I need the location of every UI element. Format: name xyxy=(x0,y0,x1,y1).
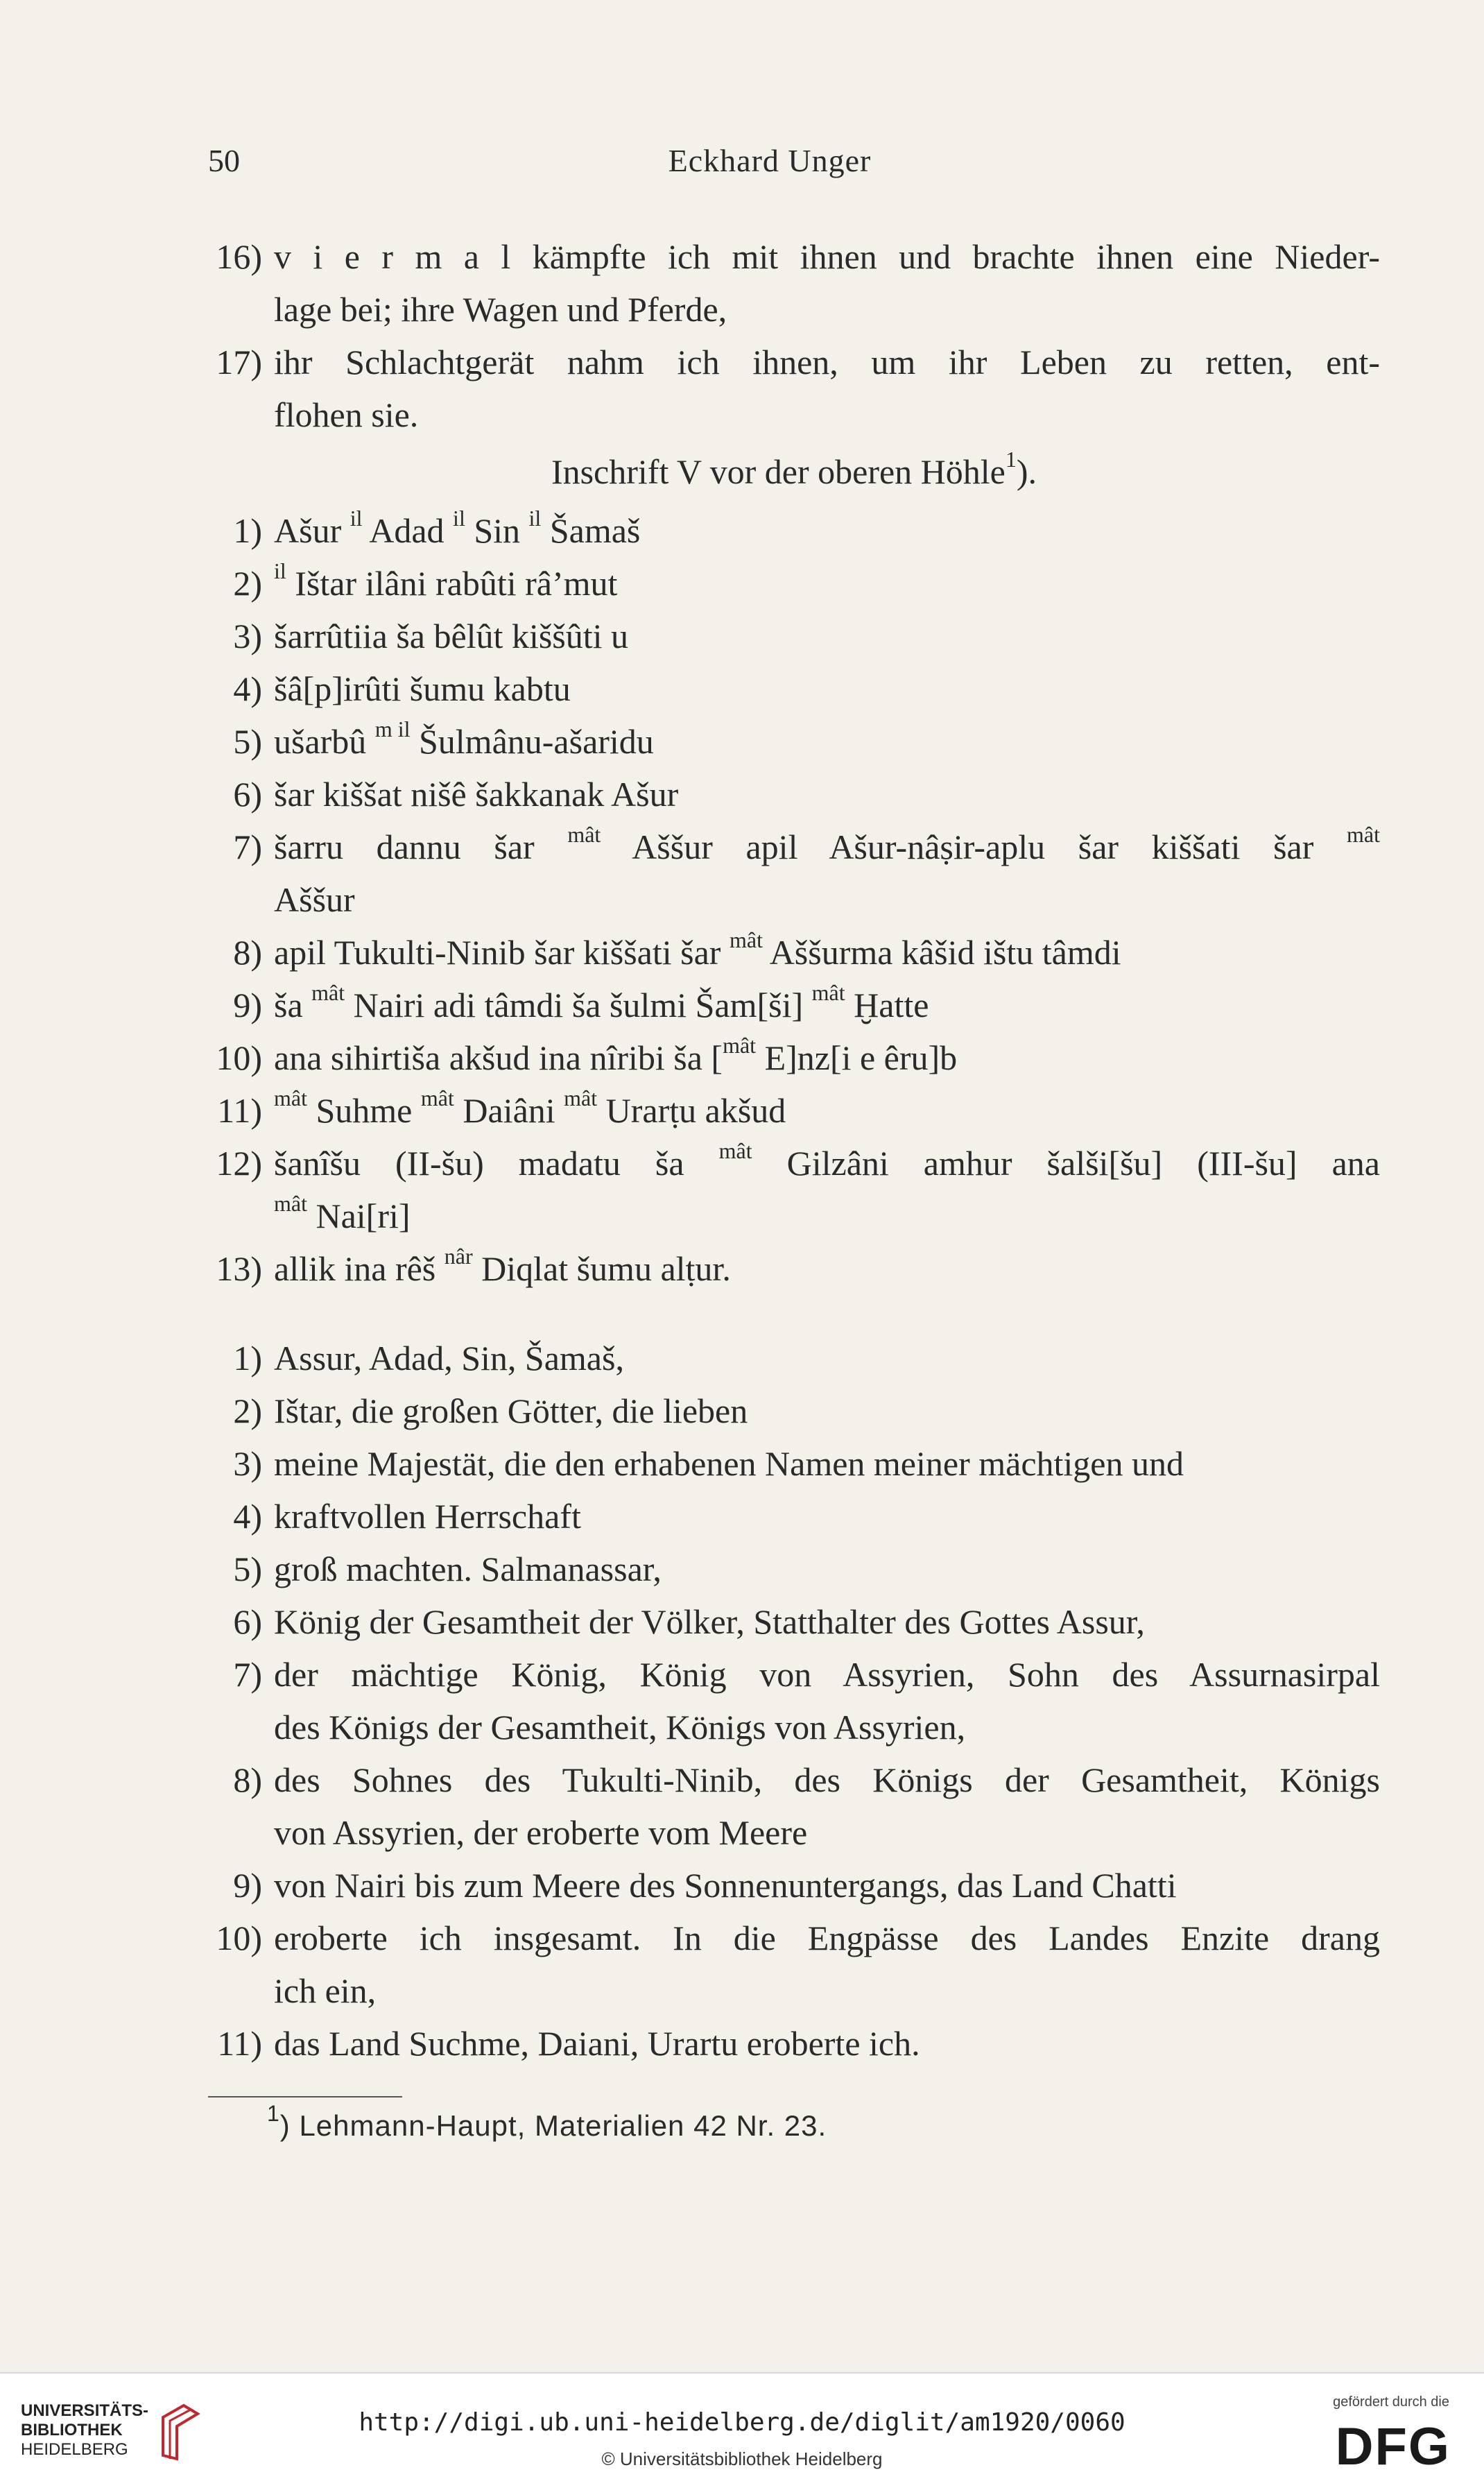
line-number: 5) xyxy=(233,722,262,761)
section-title-text: Inschrift V vor der oberen Höhle xyxy=(551,452,1006,491)
intro-lines xyxy=(208,230,1380,441)
line-number: 2) xyxy=(233,1391,262,1430)
footnote: $^1$) Lehmann-Haupt, Materialien 42 Nr. 23. xyxy=(267,2101,827,2142)
translation-line xyxy=(208,1859,1380,1912)
line-text: $^{mât}$ Nai[ri] xyxy=(274,1191,411,1235)
line-text: ušarbû $^{m il}$ Šulmânu-ašaridu xyxy=(274,717,654,761)
line-number: 12) xyxy=(216,1144,262,1183)
akkadian-transliteration xyxy=(208,504,1380,1295)
line-number: 9) xyxy=(233,1866,262,1905)
translation-line xyxy=(208,1595,1380,1648)
translation-line xyxy=(208,1912,1380,1964)
line-text: šâ[p]irûti šumu kabtu xyxy=(274,669,571,708)
translation-continuation-line xyxy=(208,1964,1380,2017)
intro-line xyxy=(208,230,1380,283)
akkadian-line xyxy=(208,557,1380,610)
line-number: 13) xyxy=(216,1249,262,1288)
line-text: ana sihirtiša akšud ina nîribi ša [$^{mât}$ E]nz[i e êru]b xyxy=(274,1033,958,1077)
akkadian-line xyxy=(208,1084,1380,1137)
line-number: 17) xyxy=(216,343,262,381)
translation-line xyxy=(208,1437,1380,1490)
translation-line xyxy=(208,1543,1380,1595)
line-number: 8) xyxy=(233,933,262,972)
dfg-logo: DFG xyxy=(1335,2417,1451,2476)
line-text: $^{mât}$ Suhme $^{mât}$ Daiâni $^{mât}$ Urarṭu akšud xyxy=(274,1086,786,1130)
line-text: König der Gesamtheit der Völker, Statthalter des Gottes Assur, xyxy=(274,1602,1145,1641)
line-number: 4) xyxy=(233,1497,262,1536)
akkadian-continuation-line xyxy=(208,873,1380,926)
line-number: 16) xyxy=(216,237,262,276)
line-number: 11) xyxy=(217,2024,262,2063)
akkadian-line xyxy=(208,504,1380,557)
line-text: des Königs der Gesamtheit, Königs von Assyrien, xyxy=(274,1708,966,1747)
library-logo-text: UNIVERSITÄTS- BIBLIOTHEK HEIDELBERG xyxy=(21,2401,149,2459)
translation-line xyxy=(208,2017,1380,2070)
akkadian-line xyxy=(208,821,1380,873)
line-number: 4) xyxy=(233,669,262,708)
document-page: 50 Eckhard Unger 16) v i e r m a l kämpfte ich mit ihnen und brachte ihnen eine Nieder- lage bei; ihre Wagen und Pferde, 17) ihr Schlachtgerät nahm ich ihnen, um ihr Leben zu retten, ent- flohen sie. Inschrift V vor der oberen Höhle$^1$). 1) Ašur $^{il}$ Adad $^{il}$ Sin $^{il}$ Šamaš 2) $^{il}$ Ištar ilâni rabûti râ’mut 3) šarrûtiia ša bêlût kiššûti u 4) šâ[p]irûti šumu kabtu 5) ušarbû $^{m il}$ Šulmânu-ašaridu 6) šar kiššat nišê šakkanak Ašur 7) šarru dannu šar $^{mât}$ Aššur apil Ašur-nâṣir-aplu šar kiššati šar $^{mât}$ Aššur 8) apil Tukulti-Ninib šar kiššati šar $^{mât}$ Aššurma kâšid ištu tâmdi 9) ša $^{mât}$ Nairi adi tâmdi ša šulmi Šam[ši] $^{mât}$ Ḫatte 10) ana sihirtiša akšud ina nîribi ša [$^{mât}$ E]nz[i e êru]b 11) $^{mât}$ Suhme $^{mât}$ Daiâni $^{mât}$ Urarṭu akšud 12) šanîšu (II-šu) madatu ša $^{mât}$ Gilzâni amhur šalši[šu] (III-šu] ana $^{mât}$ Nai[ri] 13) allik ina rêš $^{nâr}$ Diqlat šumu alṭur. 1) Assur, Adad, Sin, Šamaš, 2) Ištar, die großen Götter, die lieben 3) meine Majestät, die den erhabenen Namen meiner mächtigen und 4) kraftvollen Herrschaft 5) groß machten. Salmanassar, 6) König der Gesamtheit der Völker, Statthalter des Gottes Assur, 7) der mächtige König, König von Assyrien, Sohn des Assurnasirpal des Königs der Gesamtheit, Königs von Assyrien, 8) des Sohnes des Tukulti-Ninib, des Königs der Gesamtheit, Königs von Assyrien, der eroberte vom Meere 9) von Nairi bis zum Meere des Sonnenuntergangs, das Land Chatti 10) eroberte ich insgesamt. In die Engpässe des Landes Enzite drang ich ein, 11) das Land Suchme, Daiani, Urartu eroberte ich. $^1$) Lehmann-Haupt, Materialien 42 Nr. 23. xyxy=(0,0,1484,2372)
line-text: Ašur $^{il}$ Adad $^{il}$ Sin $^{il}$ Šamaš xyxy=(274,506,641,550)
copyright-notice: © Universitätsbibliothek Heidelberg xyxy=(601,2448,883,2469)
footnote-ref[interactable]: 1 xyxy=(1005,447,1017,472)
intro-continuation-line xyxy=(208,388,1380,441)
translation-continuation-line xyxy=(208,1701,1380,1753)
line-text: groß machten. Salmanassar, xyxy=(274,1550,662,1588)
translation-line xyxy=(208,1648,1380,1701)
akkadian-line xyxy=(208,1242,1380,1295)
line-number: 5) xyxy=(233,1550,262,1588)
akkadian-line xyxy=(208,768,1380,821)
line-number: 6) xyxy=(233,1602,262,1641)
line-number: 3) xyxy=(233,617,262,655)
akkadian-line xyxy=(208,926,1380,979)
line-text: apil Tukulti-Ninib šar kiššati šar $^{mât}$ Aššurma kâšid ištu tâmdi xyxy=(274,927,1121,972)
akkadian-line xyxy=(208,1031,1380,1084)
translation-line xyxy=(208,1384,1380,1437)
line-text: eroberte ich insgesamt. In die Engpässe des Landes Enzite drang xyxy=(274,1919,1380,1957)
line-text: Aššur xyxy=(274,880,355,919)
akkadian-line xyxy=(208,715,1380,768)
line-number: 10) xyxy=(216,1038,262,1077)
line-text: šanîšu (II-šu) madatu ša $^{mât}$ Gilzâni amhur šalši[šu] (III-šu] ana xyxy=(274,1138,1380,1183)
translation-line xyxy=(208,1490,1380,1543)
line-text: von Nairi bis zum Meere des Sonnenuntergangs, das Land Chatti xyxy=(274,1866,1177,1905)
german-translation xyxy=(208,1332,1380,2070)
line-number: 10) xyxy=(216,1919,262,1957)
line-number: 7) xyxy=(233,827,262,866)
permalink-url[interactable]: http://digi.ub.uni-heidelberg.de/diglit/am1920/0060 xyxy=(359,2408,1125,2437)
running-header-author: Eckhard Unger xyxy=(668,143,872,178)
translation-continuation-line xyxy=(208,1806,1380,1859)
page-number: 50 xyxy=(208,143,240,178)
line-number: 8) xyxy=(233,1760,262,1799)
line-number: 9) xyxy=(233,986,262,1024)
line-text: Assur, Adad, Sin, Šamaš, xyxy=(274,1339,624,1378)
line-number: 6) xyxy=(233,775,262,814)
line-number: 7) xyxy=(233,1655,262,1694)
dfg-funding-note: gefördert durch die xyxy=(1333,2394,1449,2410)
line-text: der mächtige König, König von Assyrien, Sohn des Assurnasirpal xyxy=(274,1655,1380,1694)
line-text: meine Majestät, die den erhabenen Namen meiner mächtigen und xyxy=(274,1444,1184,1483)
line-text: das Land Suchme, Daiani, Urartu eroberte ich. xyxy=(274,2024,920,2063)
translation-line xyxy=(208,1753,1380,1806)
akkadian-line xyxy=(208,979,1380,1031)
line-text: v i e r m a l kämpfte ich mit ihnen und brachte ihnen eine Nieder- xyxy=(274,237,1380,276)
line-text: kraftvollen Herrschaft xyxy=(274,1497,581,1536)
line-text: ša $^{mât}$ Nairi adi tâmdi ša šulmi Šam[ši] $^{mât}$ Ḫatte xyxy=(274,980,929,1024)
intro-line xyxy=(208,336,1380,388)
line-number: 3) xyxy=(233,1444,262,1483)
line-text: allik ina rêš $^{nâr}$ Diqlat šumu alṭur. xyxy=(274,1244,731,1288)
line-text: $^{il}$ Ištar ilâni rabûti râ’mut xyxy=(274,558,618,603)
line-text: lage bei; ihre Wagen und Pferde, xyxy=(274,290,727,329)
intro-continuation-line xyxy=(208,283,1380,336)
digitization-footer xyxy=(0,2372,1484,2488)
line-text: von Assyrien, der eroberte vom Meere xyxy=(274,1813,808,1852)
line-number: 2) xyxy=(233,564,262,603)
line-number: 1) xyxy=(233,511,262,550)
line-number: 11) xyxy=(217,1091,262,1130)
translation-line xyxy=(208,1332,1380,1384)
line-text: des Sohnes des Tukulti-Ninib, des Königs der Gesamtheit, Königs xyxy=(274,1760,1380,1799)
akkadian-continuation-line xyxy=(208,1190,1380,1242)
line-text: Ištar, die großen Götter, die lieben xyxy=(274,1391,748,1430)
line-text: šarrûtiia ša bêlût kiššûti u xyxy=(274,617,629,655)
line-text: ich ein, xyxy=(274,1971,377,2010)
akkadian-line xyxy=(208,1137,1380,1190)
akkadian-line xyxy=(208,610,1380,662)
line-text: šarru dannu šar $^{mât}$ Aššur apil Ašur-nâṣir-aplu šar kiššati šar $^{mât}$ xyxy=(274,822,1380,866)
line-number: 1) xyxy=(233,1339,262,1378)
footnote-divider xyxy=(208,2096,402,2097)
line-text: ihr Schlachtgerät nahm ich ihnen, um ihr Leben zu retten, ent- xyxy=(274,343,1380,381)
akkadian-line xyxy=(208,662,1380,715)
line-text: flohen sie. xyxy=(274,395,419,434)
line-text: šar kiššat nišê šakkanak Ašur xyxy=(274,775,679,814)
